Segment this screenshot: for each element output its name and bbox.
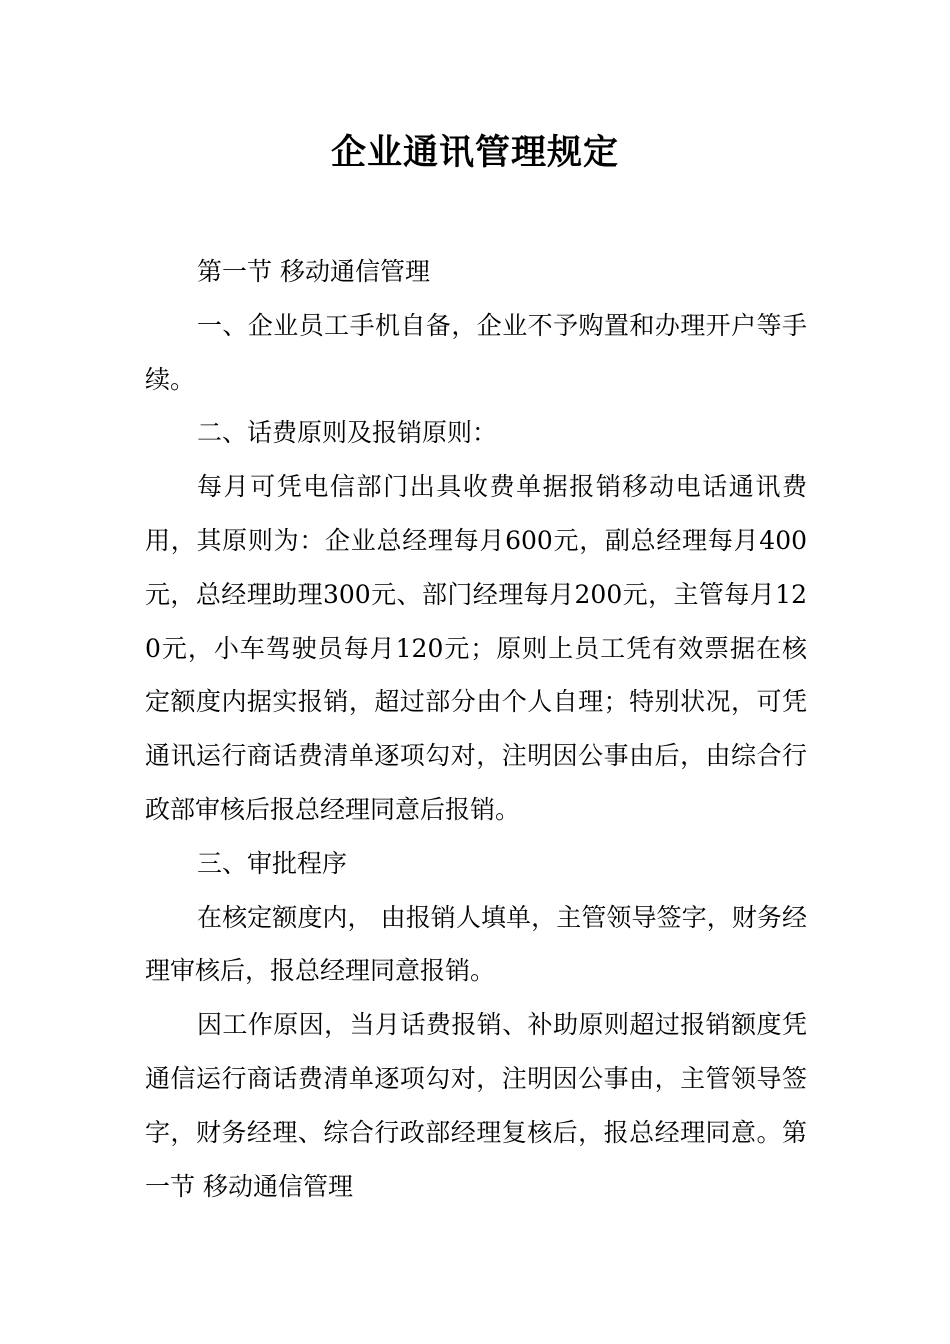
- paragraph-reimbursement-principles-heading: 二、话费原则及报销原则：: [197, 418, 498, 448]
- paragraph-approval-within-quota: 在核定额度内， 由报销人填单，主管领导签字，财务经理审核后，报总经理同意报销。: [145, 902, 807, 986]
- paragraph-approval-over-quota: 因工作原因，当月话费报销、补助原则超过报销额度凭通信运行商话费清单逐项勾对，注明因公事由，主管领导签字，财务经理、综合行政部经理复核后，报总经理同意。第一节 移动通信管理: [145, 1010, 807, 1201]
- paragraph-approval-heading: 三、审批程序: [197, 848, 348, 878]
- document-title: 企业通讯管理规定: [330, 133, 619, 173]
- paragraph-phone-self-provided: 一、企业员工手机自备，企业不予购置和办理开户等手续。: [145, 310, 807, 394]
- paragraph-reimbursement-details: 每月可凭电信部门出具收费单据报销移动电话通讯费用，其原则为：企业总经理每月600元，副总经理每月400元，总经理助理300元、部门经理每月200元，主管每月120元，小车驾驶员每月120元；原则上员工凭有效票据在核定额度内据实报销，超过部分由个人自理；特别状况，可凭通讯运行商话费清单逐项勾对，注明因公事由后，由综合行政部审核后报总经理同意后报销。: [145, 472, 807, 824]
- document-body: [145, 245, 807, 1213]
- section-heading-mobile: 第一节 移动通信管理: [197, 257, 430, 286]
